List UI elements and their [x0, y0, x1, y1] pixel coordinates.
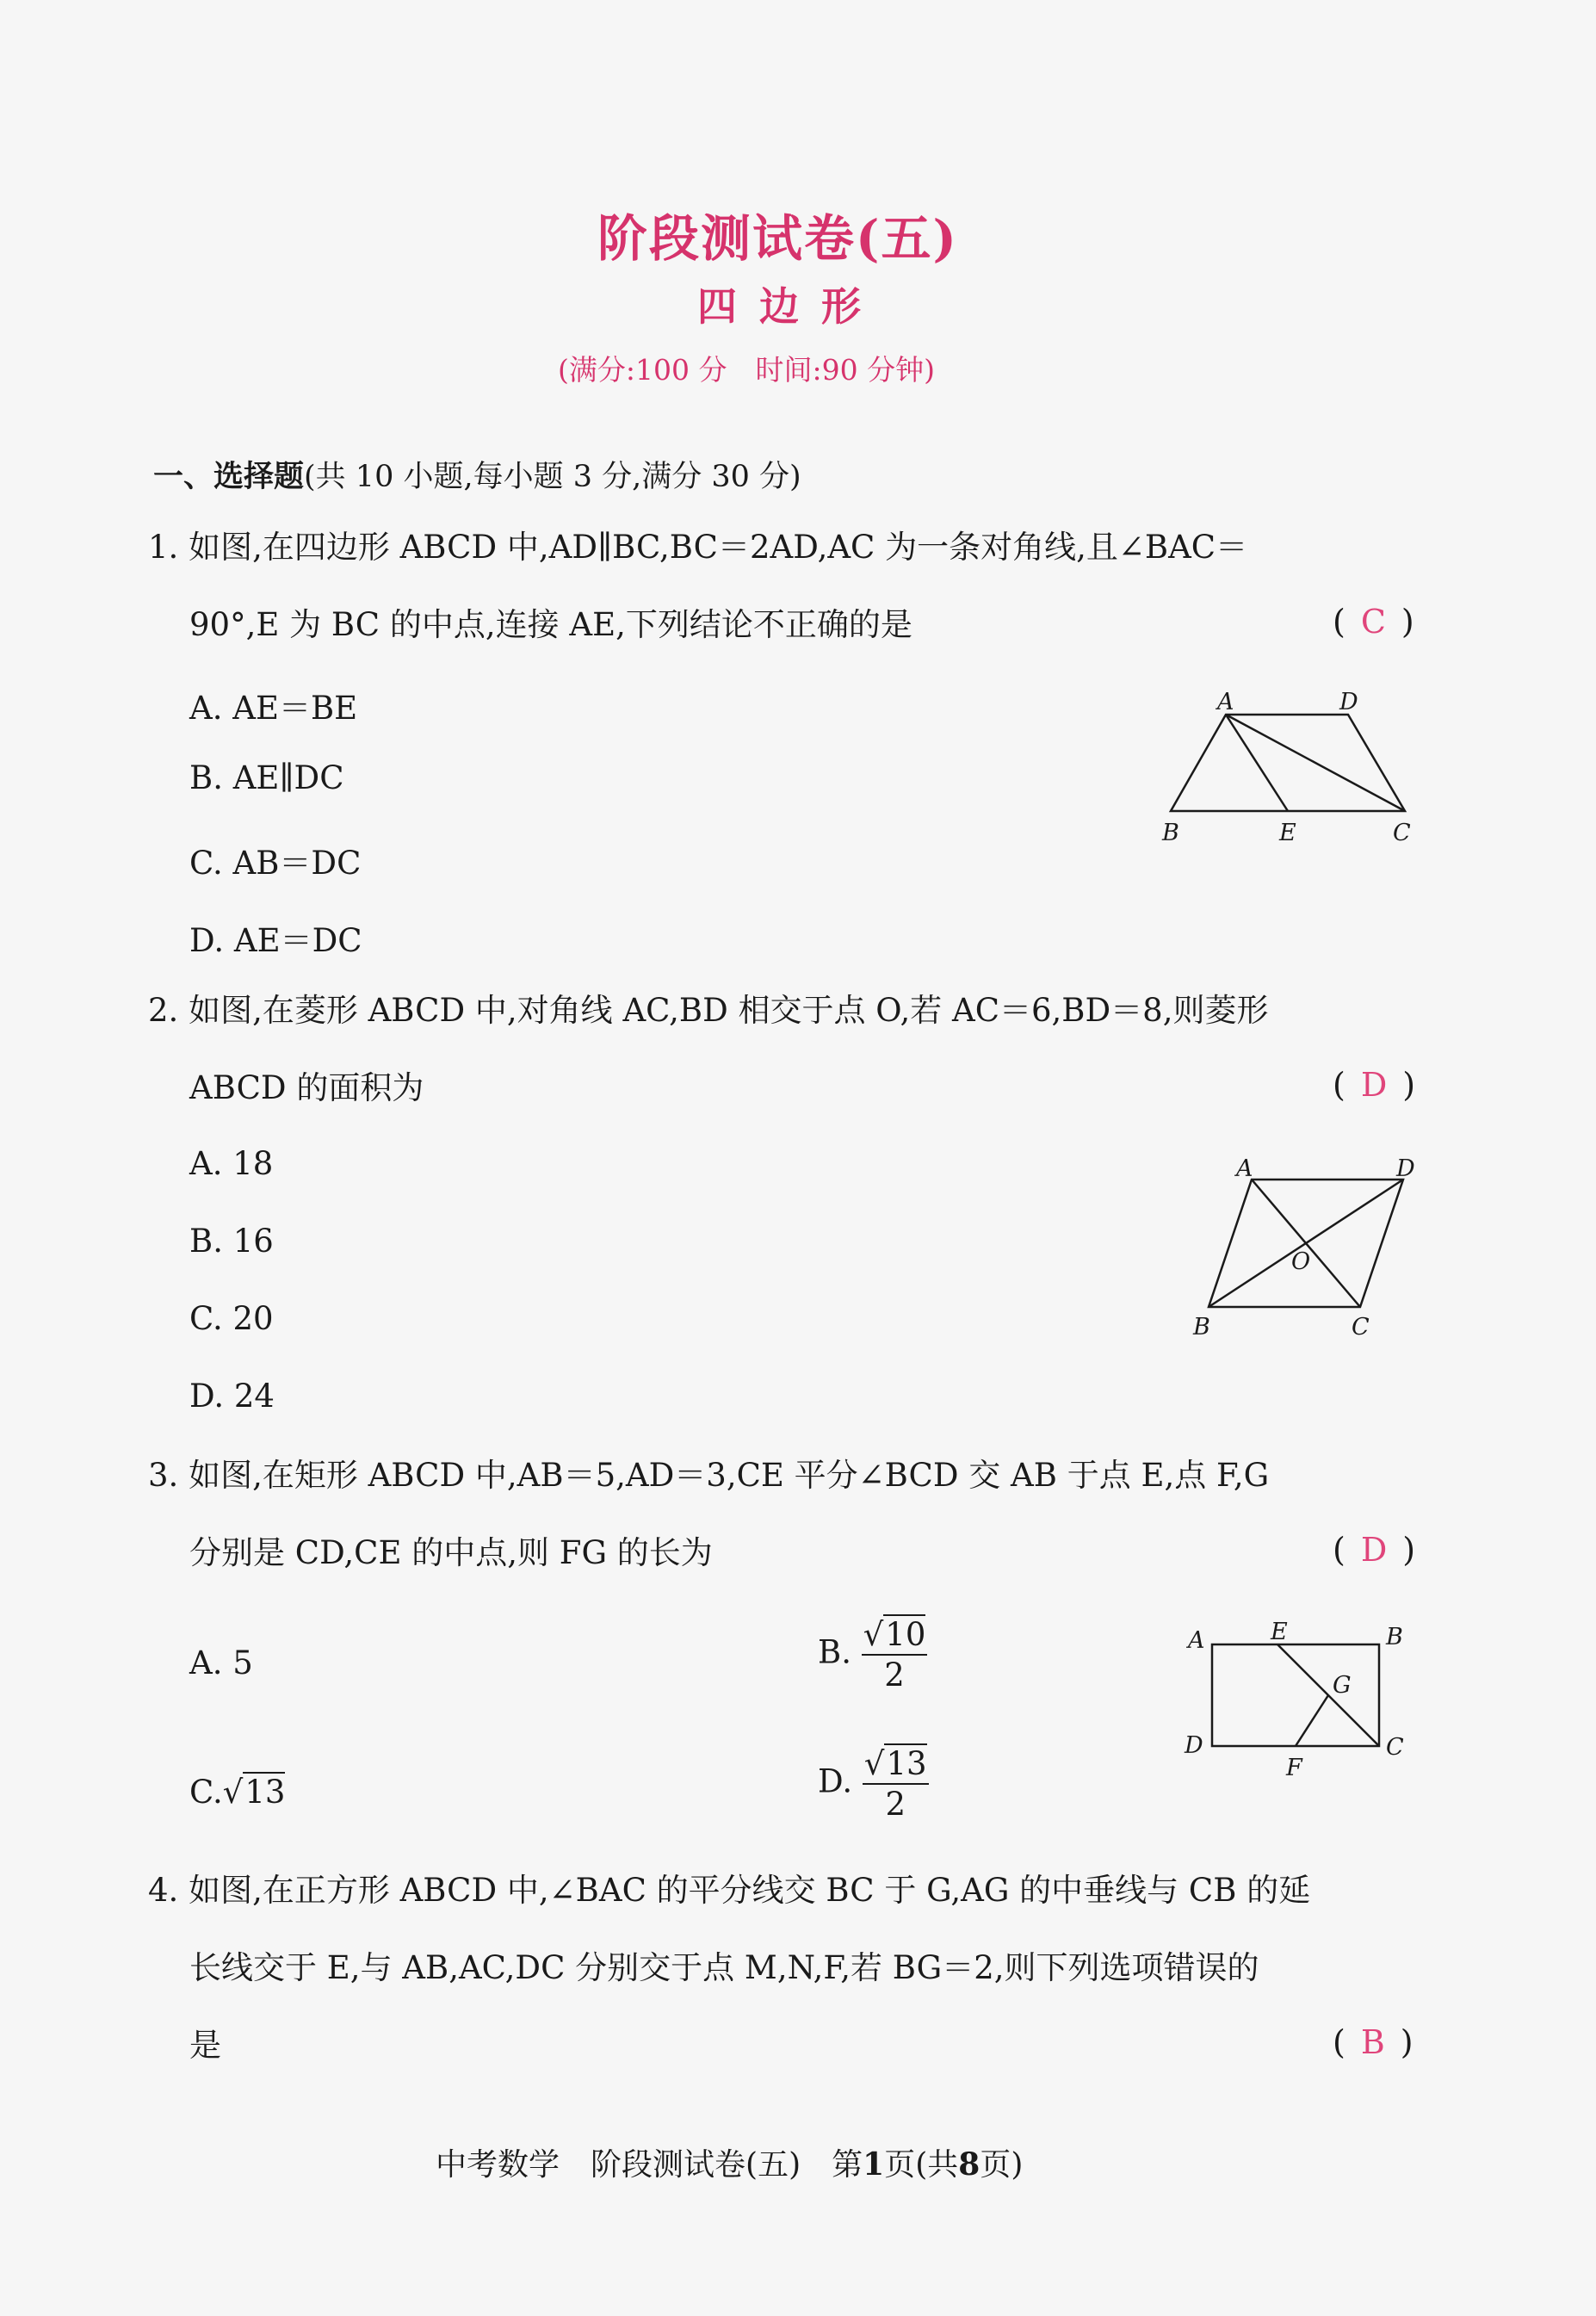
q2-option-b: B. 16 [189, 1223, 274, 1260]
q1-segment-ae [1226, 715, 1288, 811]
footer-page-number: 1 [863, 2146, 885, 2183]
q2-option-c: C. 20 [189, 1300, 274, 1337]
q2-option-a: A. 18 [189, 1145, 274, 1182]
q1-line2: 90°,E 为 BC 的中点,连接 AE,下列结论不正确的是 [189, 606, 912, 643]
q1-option-b: B. AE∥DC [189, 759, 344, 796]
q3-option-c: C.√13 [189, 1774, 286, 1811]
q1-label-e: E [1279, 820, 1296, 846]
q3-option-b-radicand: 10 [885, 1616, 926, 1653]
q1-line1: 1. 如图,在四边形 ABCD 中,AD∥BC,BC＝2AD,AC 为一条对角线,且∠BAC＝ [148, 529, 1248, 566]
q4-answer-letter: B [1360, 2023, 1385, 2061]
footer-page-mid: 页(共 [884, 2147, 959, 2183]
page-title: 阶段测试卷(五) [597, 209, 958, 268]
q3-option-c-label: C. [189, 1774, 223, 1811]
q3-option-b-label: B. [818, 1633, 851, 1671]
q3-label-b: B [1386, 1624, 1403, 1650]
q3-label-e: E [1271, 1619, 1288, 1645]
q3-label-g: G [1333, 1672, 1352, 1699]
q2-label-c: C [1352, 1314, 1370, 1341]
q1-trapezoid [1171, 715, 1405, 811]
q2-label-d: D [1396, 1155, 1415, 1182]
q3-option-d-fraction: $\frac{√13}{2}$ [863, 1745, 927, 1823]
q2-figure [1188, 1145, 1446, 1343]
section-heading [153, 453, 801, 496]
q4-line3: 是 [189, 2027, 221, 2064]
q3-option-d [818, 1745, 929, 1823]
q3-figure [1179, 1610, 1412, 1782]
q3-option-d-denominator: 2 [885, 1786, 906, 1823]
q3-label-c: C [1386, 1734, 1404, 1761]
q3-option-b-denominator: 2 [884, 1656, 905, 1694]
q3-rectangle [1212, 1644, 1379, 1746]
q1-figure [1154, 680, 1429, 852]
q3-option-d-radicand: 13 [886, 1745, 927, 1782]
q3-option-a: A. 5 [189, 1644, 253, 1681]
page-footer [436, 2140, 1023, 2184]
q2-label-b: B [1193, 1314, 1210, 1341]
q3-answer-letter: D [1360, 1531, 1388, 1569]
q3-option-b [818, 1616, 927, 1694]
q3-line1: 3. 如图,在矩形 ABCD 中,AB＝5,AD＝3,CE 平分∠BCD 交 AB 于点 E,点 F,G [148, 1457, 1270, 1494]
q2-diagonal-bd [1209, 1180, 1403, 1307]
footer-subject: 中考数学 [436, 2147, 560, 2183]
q2-answer-letter: D [1360, 1066, 1388, 1104]
section-label: 一、选择题 [153, 459, 305, 494]
q1-diagonal-ac [1226, 715, 1405, 811]
q2-line2: ABCD 的面积为 [189, 1069, 424, 1106]
q1-label-a: A [1217, 689, 1234, 715]
q4-answer: ( B ) [1333, 2023, 1414, 2061]
q1-answer: ( C ) [1333, 603, 1414, 641]
q1-label-d: D [1339, 689, 1358, 715]
q3-option-d-label: D. [818, 1762, 853, 1800]
q3-label-a: A [1188, 1627, 1205, 1654]
q1-option-d: D. AE＝DC [189, 922, 362, 959]
q3-line2: 分别是 CD,CE 的中点,则 FG 的长为 [189, 1534, 713, 1571]
q3-label-f: F [1286, 1755, 1302, 1781]
q2-label-o: O [1291, 1248, 1311, 1275]
q3-answer: ( D ) [1333, 1531, 1416, 1569]
q1-label-c: C [1393, 820, 1411, 846]
q2-answer: ( D ) [1333, 1066, 1416, 1104]
q3-option-b-fraction: $\frac{√10}{2}$ [863, 1616, 926, 1694]
exam-meta: (满分:100 分 时间:90 分钟) [558, 353, 935, 387]
q1-answer-letter: C [1360, 603, 1386, 641]
q2-line1: 2. 如图,在菱形 ABCD 中,对角线 AC,BD 相交于点 O,若 AC＝6,BD＝8,则菱形 [148, 992, 1269, 1029]
page-subtitle: 四边形 [697, 283, 883, 330]
section-note: (共 10 小题,每小题 3 分,满分 30 分) [304, 460, 801, 494]
footer-page-total: 8 [958, 2146, 980, 2183]
q3-segment-fg [1296, 1695, 1328, 1746]
footer-page-prefix: 第 [832, 2147, 863, 2183]
q4-line1: 4. 如图,在正方形 ABCD 中,∠BAC 的平分线交 BC 于 G,AG 的中垂线与 CB 的延 [148, 1872, 1311, 1909]
q1-label-b: B [1162, 820, 1179, 846]
q3-label-d: D [1185, 1732, 1203, 1759]
q2-label-a: A [1236, 1155, 1253, 1182]
q4-line2: 长线交于 E,与 AB,AC,DC 分别交于点 M,N,F,若 BG＝2,则下列选项错误的 [189, 1949, 1259, 1986]
q1-option-a: A. AE＝BE [189, 690, 358, 727]
footer-page-suffix: 页) [980, 2147, 1024, 2183]
q2-option-d: D. 24 [189, 1378, 275, 1415]
q3-option-c-radicand: 13 [244, 1774, 286, 1811]
q1-option-c: C. AB＝DC [189, 845, 362, 882]
footer-paper: 阶段测试卷(五) [591, 2147, 801, 2183]
